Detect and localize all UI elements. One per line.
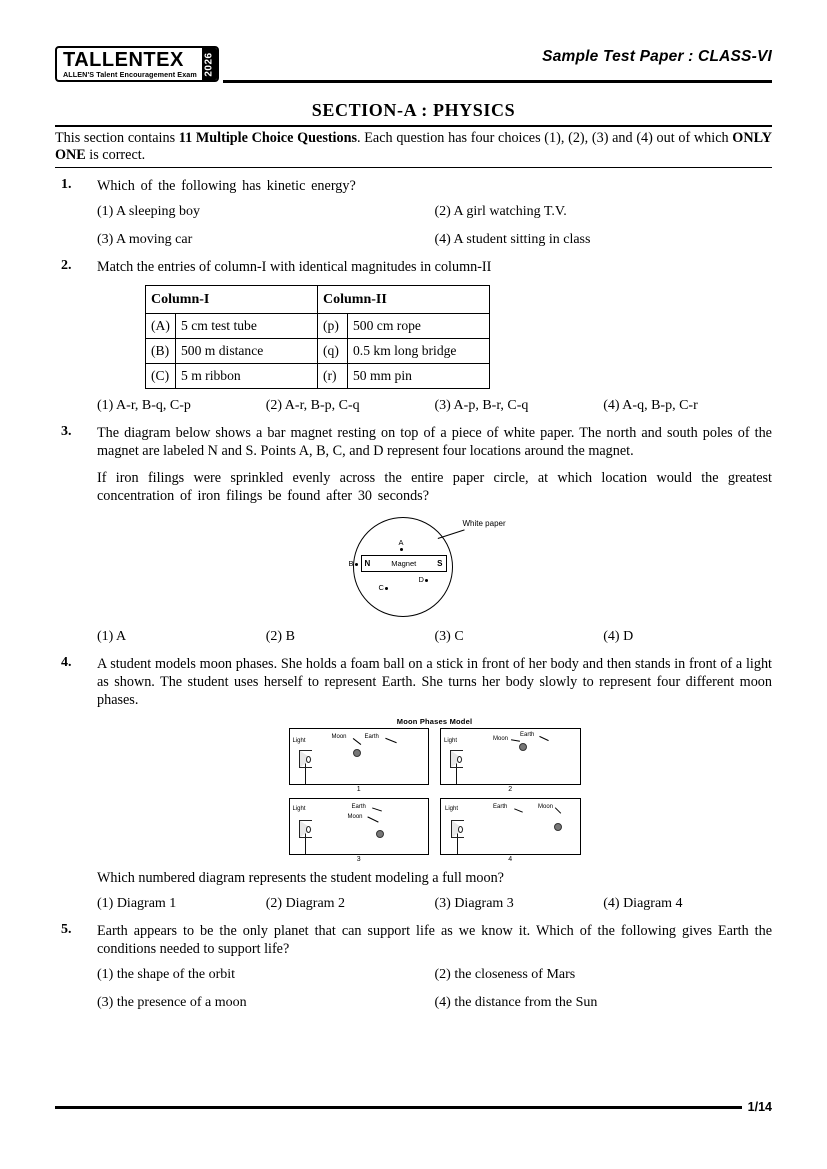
option-5-3[interactable]: (3) the presence of a moon <box>97 995 247 1010</box>
header-divider-rule <box>223 80 772 83</box>
question-4-text-2: Which numbered diagram represents the student modeling a full moon? <box>97 870 504 886</box>
panel-3-moon-ball <box>376 830 384 838</box>
point-b-marker <box>349 559 359 568</box>
moon-panel-4-caption: 4 <box>508 856 513 863</box>
table-header-row <box>146 286 490 314</box>
point-d-label: D <box>418 575 424 584</box>
footer-divider-rule <box>55 1106 742 1109</box>
row-b-key: (B) <box>146 339 176 364</box>
option-1-2[interactable]: (2) A girl watching T.V. <box>434 204 567 219</box>
panel-4-moon-ball <box>554 823 562 831</box>
option-4-4[interactable]: (4) Diagram 4 <box>603 896 683 911</box>
question-5-options <box>97 966 772 1012</box>
point-c-dot <box>385 587 388 590</box>
option-2-1[interactable]: (1) A-r, B-q, C-p <box>97 398 191 413</box>
question-3-text-2: If iron filings were sprinkled evenly across the entire paper circle, at which location would the greatest concentration of iron filings be found after 30 seconds? <box>97 470 772 504</box>
point-a-dot <box>400 548 403 551</box>
page-footer <box>55 1100 772 1114</box>
question-2-text: Match the entries of column-I with identical magnitudes in column-II <box>97 259 492 275</box>
panel-1-lamp-bulb <box>306 756 311 763</box>
question-4-options <box>97 895 772 913</box>
point-a-label: A <box>398 538 404 547</box>
question-5-number: 5. <box>61 922 72 937</box>
logo-subtitle: ALLEN'S Talent Encouragement Exam <box>63 69 197 79</box>
option-5-1[interactable]: (1) the shape of the orbit <box>97 967 236 982</box>
row-b-value: 500 m distance <box>176 339 318 364</box>
moon-panel-1-caption: 1 <box>356 786 361 793</box>
moon-panel-4 <box>440 798 581 855</box>
question-1-number: 1. <box>61 177 72 192</box>
table-header-column-ii: Column-II <box>318 286 490 314</box>
option-3-3[interactable]: (3) C <box>434 629 464 644</box>
question-5-body <box>97 922 772 1012</box>
panel-4-earth-label: Earth <box>493 804 508 810</box>
moon-panel-1 <box>289 728 430 785</box>
panel-4-lamp-bulb <box>458 826 463 833</box>
moon-phases-diagram <box>289 717 581 865</box>
option-4-2[interactable]: (2) Diagram 2 <box>265 896 346 911</box>
question-4-number: 4. <box>61 655 72 670</box>
question-1-text: Which of the following has kinetic energy? <box>97 178 356 194</box>
row-r-key: (r) <box>318 364 348 389</box>
point-b-dot <box>355 563 358 566</box>
instructions-suffix: is correct. <box>85 147 146 163</box>
row-q-value: 0.5 km long bridge <box>348 339 490 364</box>
panel-1-light-label: Light <box>292 738 306 744</box>
option-3-1[interactable]: (1) A <box>97 629 127 644</box>
panel-3-earth-leader <box>372 807 382 811</box>
logo-year-badge <box>202 48 217 80</box>
panel-2-lamp-bulb <box>457 756 462 763</box>
point-d-dot <box>425 579 428 582</box>
question-3-body <box>97 424 772 646</box>
question-1 <box>55 177 772 249</box>
table-row <box>146 314 490 339</box>
moon-panel-2 <box>440 728 581 785</box>
row-q-key: (q) <box>318 339 348 364</box>
panel-2-moon-ball <box>519 743 527 751</box>
moon-diagram-title: Moon Phases Model <box>396 717 473 726</box>
question-2-number: 2. <box>61 258 72 273</box>
moon-panel-3-caption: 3 <box>356 856 361 863</box>
point-c-marker <box>379 583 389 592</box>
match-columns-table <box>145 285 490 389</box>
panel-4-earth-leader <box>514 808 523 812</box>
white-paper-leader-line <box>434 521 464 539</box>
page-number: 1/14 <box>747 1100 772 1114</box>
panel-1-moon-label: Moon <box>331 734 347 740</box>
row-p-key: (p) <box>318 314 348 339</box>
question-2-body <box>97 258 772 415</box>
option-4-3[interactable]: (3) Diagram 3 <box>434 896 514 911</box>
panel-2-earth-leader <box>539 736 548 741</box>
question-5-text: Earth appears to be the only planet that can support life as we know it. Which of the following gives Earth the conditions needed to support life? <box>97 923 772 957</box>
table-row <box>146 364 490 389</box>
section-bottom-rule <box>55 167 772 168</box>
question-4-text: A student models moon phases. She holds a foam ball on a stick in front of her body and then stands in front of a light as shown. The student uses herself to represent Earth. She turns her body slowly to represent four different moon phases. <box>97 656 772 708</box>
moon-panel-2-caption: 2 <box>508 786 513 793</box>
option-4-1[interactable]: (1) Diagram 1 <box>97 896 177 911</box>
option-3-2[interactable]: (2) B <box>265 629 295 644</box>
panel-2-earth-label: Earth <box>520 732 535 738</box>
point-d-marker <box>419 575 429 584</box>
logo-word-tex: TEX <box>143 48 184 71</box>
instructions-prefix: This section contains <box>55 130 179 146</box>
option-3-4[interactable]: (4) D <box>603 629 634 644</box>
moon-panel-cell-3 <box>289 798 430 865</box>
option-1-4[interactable]: (4) A student sitting in class <box>434 232 591 247</box>
bar-magnet-diagram <box>345 515 525 620</box>
panel-3-earth-label: Earth <box>351 804 366 810</box>
option-2-3[interactable]: (3) A-p, B-r, C-q <box>434 398 529 413</box>
question-4 <box>55 655 772 913</box>
question-1-options <box>97 203 772 249</box>
option-1-3[interactable]: (3) A moving car <box>97 232 193 247</box>
panel-2-light-label: Light <box>444 738 458 744</box>
option-1-1[interactable]: (1) A sleeping boy <box>97 204 201 219</box>
question-3-number: 3. <box>61 424 72 439</box>
panel-3-light-label: Light <box>292 806 306 812</box>
tallentex-logo <box>55 46 219 82</box>
question-2-options <box>97 397 772 415</box>
panel-4-light-label: Light <box>445 806 459 812</box>
moon-panel-grid <box>289 728 581 865</box>
panel-1-earth-leader <box>385 738 397 743</box>
panel-4-moon-label: Moon <box>538 804 554 810</box>
section-title: SECTION-A : PHYSICS <box>311 100 516 120</box>
panel-1-moon-leader <box>352 738 360 745</box>
page-header <box>55 40 772 92</box>
panel-3-lamp-bulb <box>306 826 311 833</box>
white-paper-label: White paper <box>462 519 506 528</box>
question-3-options <box>97 628 772 646</box>
logo-word-tallen: TALLEN <box>63 48 144 71</box>
moon-panel-cell-4 <box>440 798 581 865</box>
moon-panel-3 <box>289 798 430 855</box>
point-c-label: C <box>378 583 384 592</box>
moon-panel-cell-2 <box>440 728 581 795</box>
panel-2-moon-leader <box>511 739 520 742</box>
row-a-key: (A) <box>146 314 176 339</box>
row-c-value: 5 m ribbon <box>176 364 318 389</box>
panel-1-earth-label: Earth <box>364 734 379 740</box>
panel-4-moon-leader <box>555 807 561 813</box>
question-1-body <box>97 177 772 249</box>
question-3-text: The diagram below shows a bar magnet resting on top of a piece of white paper. The north and south poles of the magnet are labeled N and S. Points A, B, C, and D represent four locations around the magnet. <box>97 425 772 459</box>
point-b-label: B <box>348 559 354 568</box>
section-instructions <box>55 127 772 167</box>
option-5-4[interactable]: (4) the distance from the Sun <box>434 995 598 1010</box>
panel-3-moon-label: Moon <box>347 814 363 820</box>
option-2-4[interactable]: (4) A-q, B-p, C-r <box>603 398 698 413</box>
instructions-bold-only-one: ONLY ONE <box>55 130 772 163</box>
row-r-value: 50 mm pin <box>348 364 490 389</box>
instructions-mid: . Each question has four choices (1), (2), (3) and (4) out of which <box>357 130 733 146</box>
magnet-label: Magnet <box>391 559 417 568</box>
instructions-bold-count: 11 Multiple Choice Questions <box>178 130 358 146</box>
table-row <box>146 339 490 364</box>
row-p-value: 500 cm rope <box>348 314 490 339</box>
bar-magnet-body <box>361 555 447 572</box>
panel-3-moon-leader <box>367 816 378 822</box>
option-2-2[interactable]: (2) A-r, B-p, C-q <box>265 398 360 413</box>
logo-year-text: 2026 <box>203 51 215 77</box>
question-5 <box>55 922 772 1012</box>
question-3 <box>55 424 772 646</box>
logo-wordmark <box>63 50 197 70</box>
north-pole-label: N <box>364 559 371 568</box>
row-a-value: 5 cm test tube <box>176 314 318 339</box>
moon-panel-cell-1 <box>289 728 430 795</box>
question-4-body <box>97 655 772 913</box>
panel-2-moon-label: Moon <box>493 736 509 742</box>
logo-text-block <box>57 48 202 80</box>
point-a-marker <box>399 538 404 551</box>
table-header-column-i: Column-I <box>146 286 318 314</box>
south-pole-label: S <box>437 559 443 568</box>
question-2 <box>55 258 772 415</box>
header-title: Sample Test Paper : CLASS-VI <box>542 48 772 65</box>
row-c-key: (C) <box>146 364 176 389</box>
option-5-2[interactable]: (2) the closeness of Mars <box>434 967 576 982</box>
panel-1-moon-ball <box>353 749 361 757</box>
